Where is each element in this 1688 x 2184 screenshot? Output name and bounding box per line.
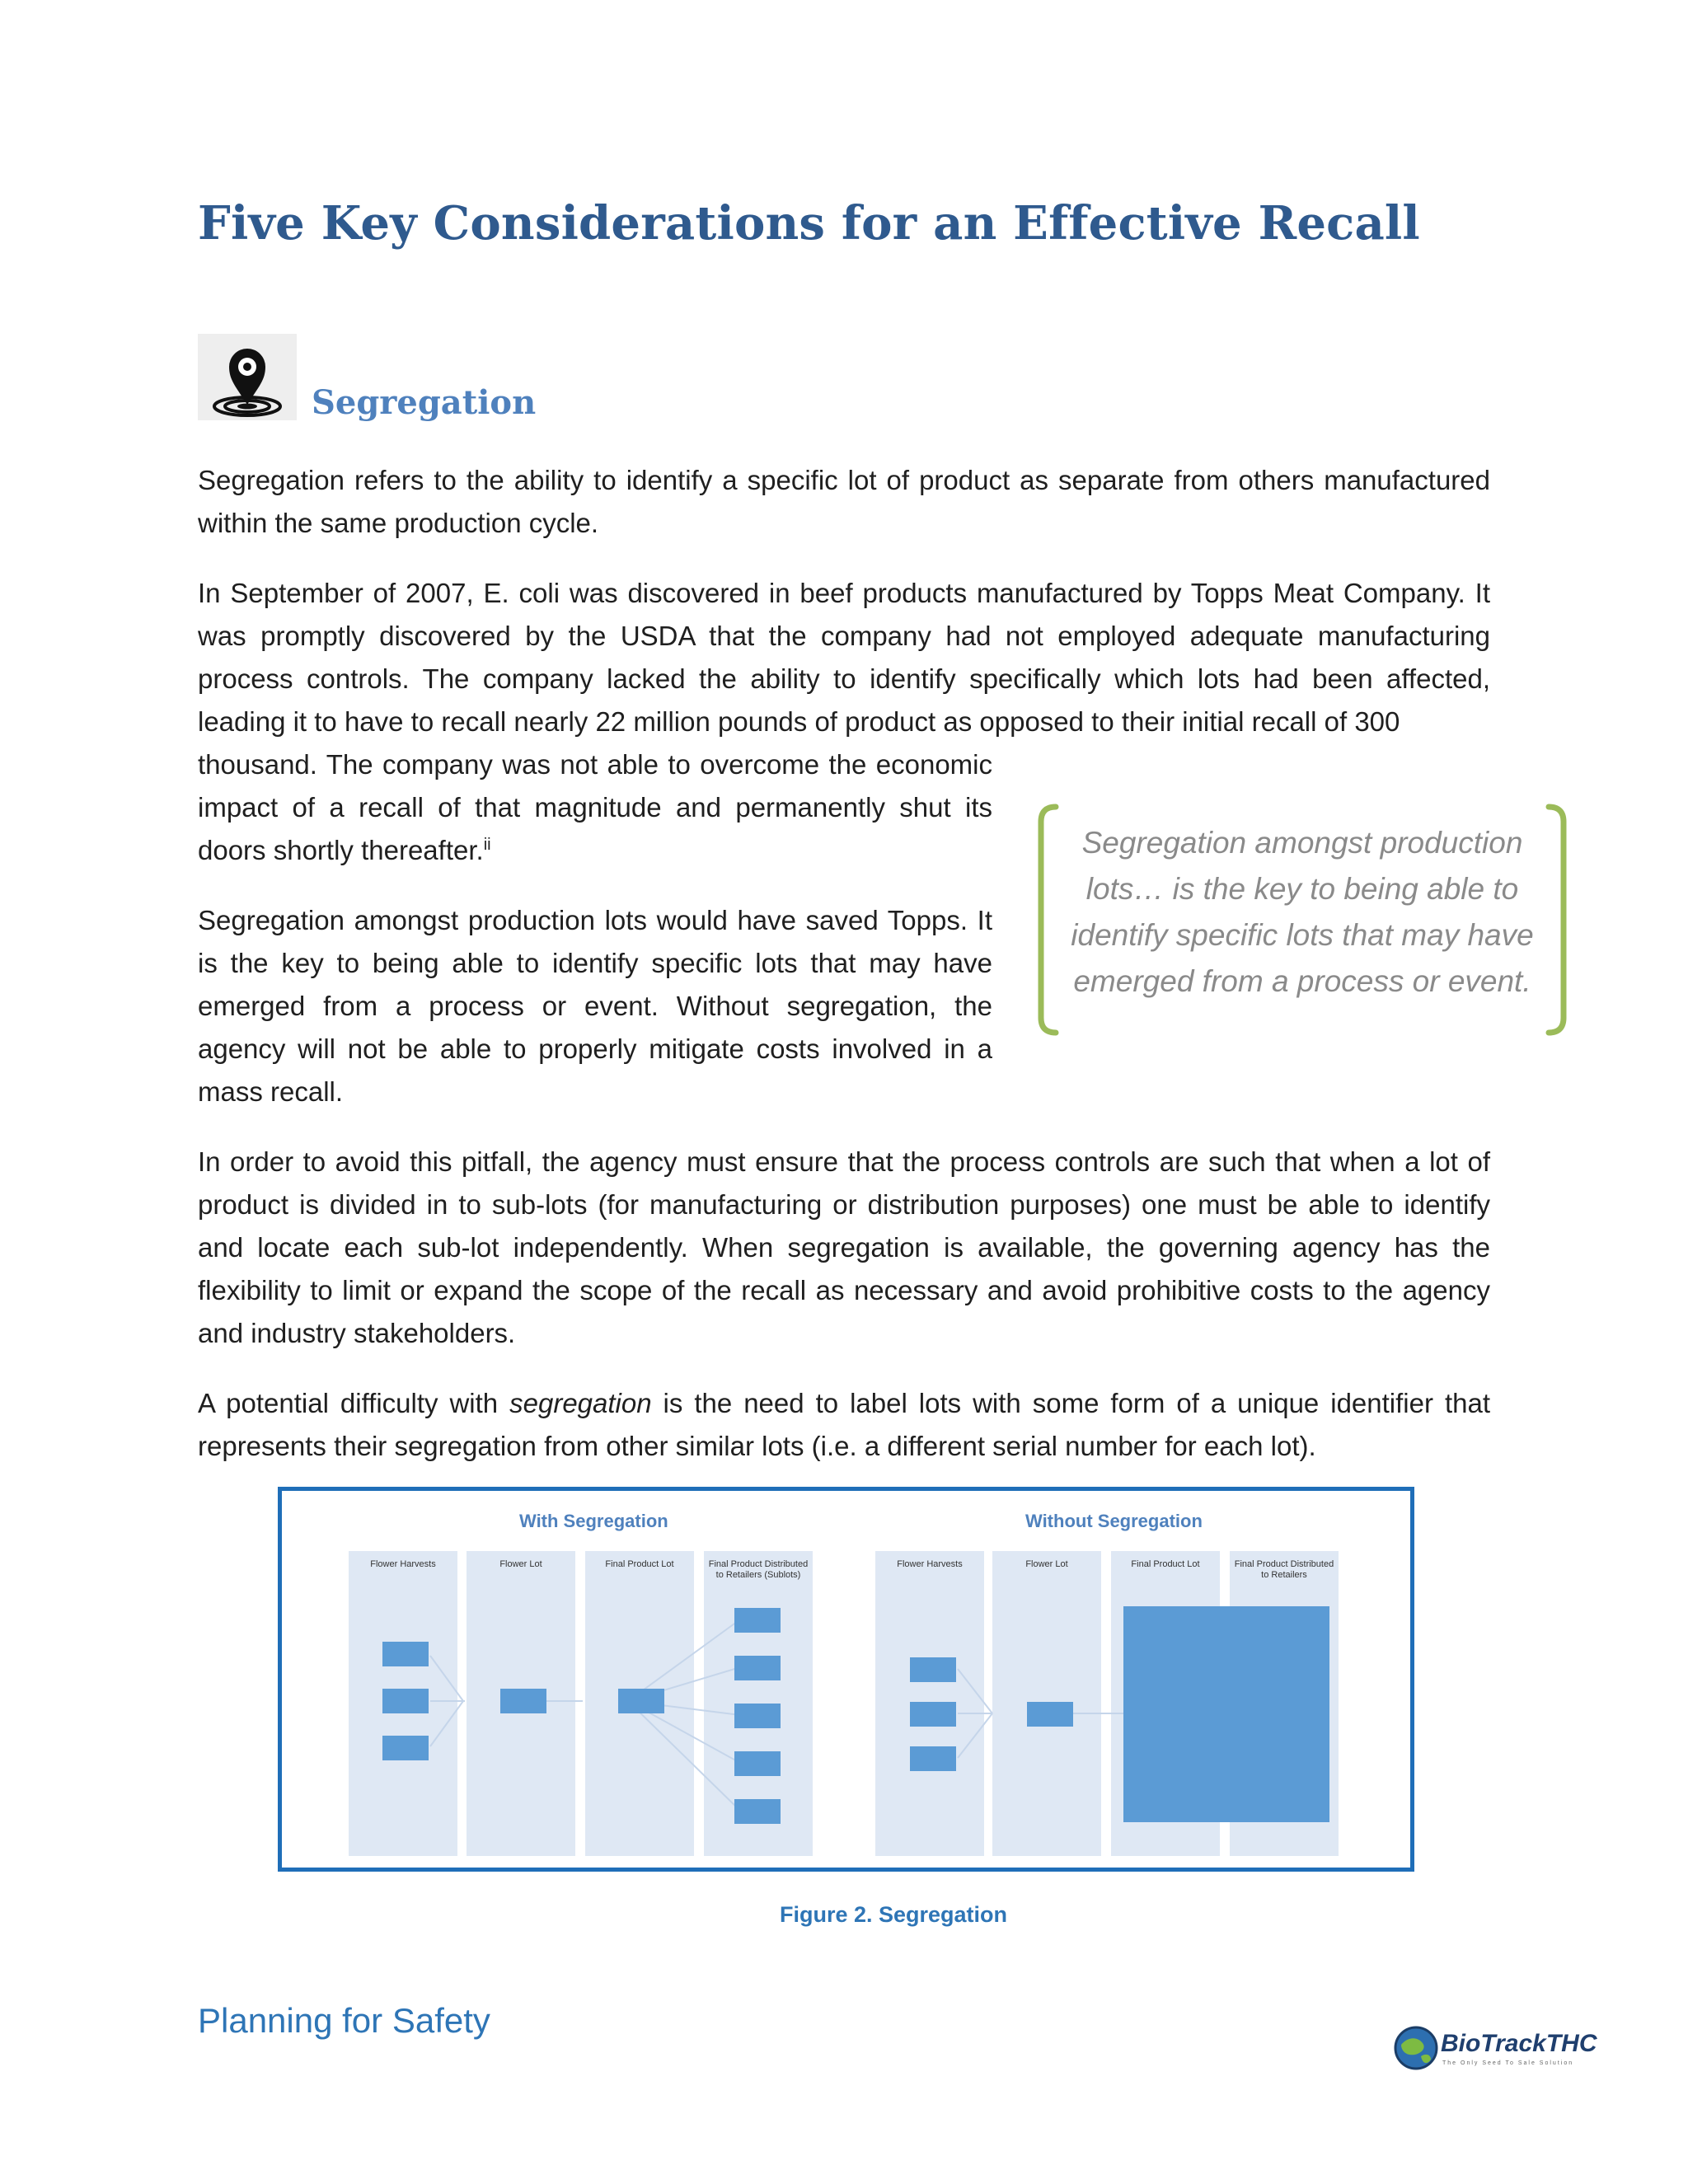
pull-quote [1034, 804, 1570, 1036]
paragraph-topps-case-text: thousand. The company was not able to overcome the economic impact of a recall of that magnitude and permanently shut its doors shortly thereafter. [198, 749, 992, 865]
segregation-figure [278, 1487, 1414, 1872]
pull-quote-text: Segregation amongst production lots… is the key to being able to identify specific lots that may have emerged from a process or event. [1071, 826, 1534, 998]
harvest-box [910, 1746, 956, 1771]
column-label: Flower Lot [1025, 1559, 1068, 1569]
paragraph-difficulty-end: is the need to label lots with some form of a unique identifier that represents their segregation from other similar lots (i.e. a different serial number for each lot). [198, 1388, 1490, 1461]
flower-lot-box [1027, 1702, 1073, 1727]
page-title: Five Key Considerations for an Effective Recall [198, 196, 1420, 251]
column-label: Flower Harvests [897, 1559, 963, 1569]
footnote-marker: ii [483, 836, 491, 854]
column-label: Final Product Distributed to Retailers [1234, 1559, 1334, 1580]
figure-title-with: With Segregation [519, 1511, 668, 1531]
paragraph-difficulty [198, 1382, 1490, 1468]
paragraph-topps-case: In September of 2007, E. coli was discovered in beef products manufactured by Topps Meat Company. It was promptly discovered by the USDA that the company had not employed adequate manufacturing process controls. The company lacked the ability to identify specifically which lots had been affected, leading it to have to recall nearly 22 million pounds of product as opposed to their initial recall of 300 [198, 578, 1490, 737]
footer-title: Planning for Safety [198, 2001, 490, 2040]
figure-caption: Figure 2. Segregation [779, 1902, 1008, 1927]
paragraph-topps-case-continued [198, 743, 992, 872]
column-label: Final Product Lot [1131, 1559, 1200, 1569]
column-label: Final Product Lot [605, 1559, 674, 1569]
final-product-lot-large-box [1123, 1606, 1329, 1822]
section-heading: Segregation [312, 383, 537, 422]
paragraph-segregation-key: Segregation amongst production lots would have saved Topps. It is the key to being able to identify specific lots that may have emerged from a process or event. Without segregation, the agency will not be able to properly mitigate costs involved in a mass recall. [198, 905, 992, 1107]
column-label: Final Product Distributed to Retailers (Sublots) [708, 1559, 809, 1580]
paragraph-difficulty-emphasis: segregation [509, 1388, 652, 1418]
figure-title-without: Without Segregation [1025, 1511, 1203, 1531]
harvest-box [910, 1657, 956, 1682]
paragraph-pitfall: In order to avoid this pitfall, the agency must ensure that the process controls are such that when a lot of product is divided in to sub-lots (for manufacturing or distribution purposes) one must be able to identify and locate each sub-lot independently. When segregation is available, the governing agency has the flexibility to limit or expand the scope of the recall as necessary and avoid prohibitive costs to the agency and industry stakeholders. [198, 1146, 1490, 1348]
logo-tagline: The Only Seed To Sale Solution [1442, 2060, 1574, 2066]
column-label: Flower Harvests [370, 1559, 436, 1569]
harvest-box [910, 1702, 956, 1727]
column-label: Flower Lot [499, 1559, 542, 1569]
location-pin-target-icon [198, 334, 297, 420]
globe-icon [1393, 2025, 1439, 2071]
paragraph-definition: Segregation refers to the ability to identify a specific lot of product as separate from others manufactured within the same production cycle. [198, 465, 1490, 538]
biotrack-logo [1393, 2023, 1597, 2073]
paragraph-difficulty-start: A potential difficulty with [198, 1388, 510, 1418]
logo-wordmark: BioTrackTHC [1441, 2030, 1597, 2057]
